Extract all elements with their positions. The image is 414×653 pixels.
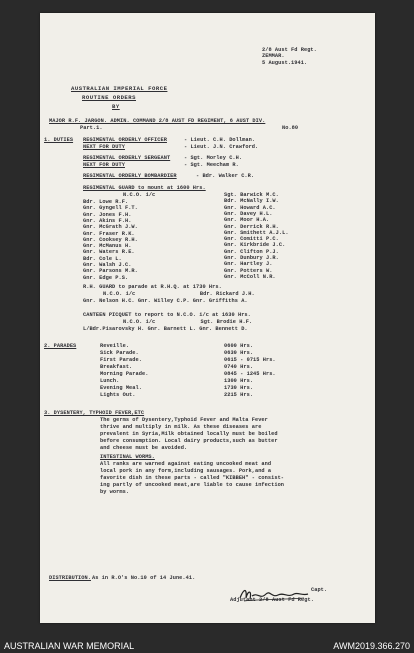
guard-member: Gnr. Hartley J. [224, 261, 273, 268]
distribution-text: As in R.O's No.10 of 14 June.41. [92, 575, 196, 581]
unit-name: 2/8 Aust Fd Regt. [262, 47, 317, 53]
guard-member: Gnr. Clifton P.J. [224, 248, 279, 255]
duty-value: - Sgt. Morley C.H. [184, 155, 243, 161]
parade-time: 1300 Hrs. [224, 378, 254, 384]
guard-member: Gnr. Waters R.E. [83, 249, 135, 256]
parade-time: 0600 Hrs. [224, 343, 254, 349]
guard-member: Gnr. Howard A.C. [224, 204, 276, 211]
dysentery-line: The germs of Dysentery,Typhoid Fever and Malta Fever [100, 417, 268, 423]
guard-member: Gnr. Jones F.H. [83, 211, 132, 218]
guard-member: Gnr. McColl N.R. [224, 273, 276, 280]
guard-member: Gnr. McGrath J.W. [83, 224, 138, 231]
footer-accession-number: AWM2019.366.270 [333, 641, 410, 651]
duty-label: REGIMENTAL ORDERLY BOMBARDIER [83, 173, 177, 179]
worms-line: All ranks are warned against eating uncooked meat and [100, 461, 272, 467]
duty-value: - Lieut. C.H. Dollman. [184, 137, 256, 143]
guard-heading: REGIMENTAL GUARD to mount at 1600 Hrs. [83, 185, 206, 191]
canteen-members: L/Bdr.Pisarovsky H. Gnr. Barnett L. Gnr. Bennett D. [83, 326, 248, 332]
guard-member: Gnr. Dunbury J.R. [224, 255, 279, 261]
parade-label: Breakfast. [100, 364, 133, 370]
rhq-guard-heading: R.H. GUARD to parade at R.H.Q. at 1730 Hrs. [83, 284, 222, 290]
parade-label: Lunch. [100, 378, 120, 384]
signature-title: Adjutant 2/8 Aust Fd Regt. [230, 597, 314, 603]
rhq-guard-nco-line: N.C.O. i/c Bdr. Rickard J.H. [103, 291, 255, 297]
parade-time: 0630 Hrs. [224, 350, 254, 356]
footer-source: AUSTRALIAN WAR MEMORIAL [4, 641, 135, 651]
guard-member: Gnr. McManus H. [83, 243, 132, 250]
document-date: 5 August.1941. [262, 60, 308, 66]
canteen-nco-line: N.C.O. i/c Sgt. Brodie H.F. [123, 319, 253, 325]
footer-bar [0, 639, 414, 653]
document-page [40, 13, 375, 623]
dysentery-line: and cheese must be avoided. [100, 445, 188, 451]
part-number: Part.1. [80, 125, 103, 131]
distribution-label: DISTRIBUTION. [49, 575, 91, 581]
parade-label: Evening Meal. [100, 385, 142, 391]
duty-label: REGIMENTAL ORDERLY OFFICER [83, 137, 167, 143]
duty-label: REGIMENTAL ORDERLY SERGEANT [83, 155, 171, 161]
duty-value: - Sgt. Meecham R. [184, 162, 239, 168]
guard-member: Gnr. Edge P.S. [83, 274, 129, 281]
parade-label: Sick Parade. [100, 350, 139, 356]
dysentery-line: before consumption. Local dairy products,such as butter [100, 438, 278, 444]
rhq-guard-members: Gnr. Nelson H.C. Gnr. Willey C.P. Gnr. Griffiths A. [83, 298, 248, 304]
parade-time: 2215 Hrs. [224, 392, 254, 398]
dysentery-line: prevalent in Syria,Milk obtained locally must be boiled [100, 431, 278, 437]
title-line-3: BY [112, 103, 120, 110]
parade-label: Morning Parade. [100, 371, 149, 377]
order-number: No.80 [282, 125, 299, 131]
guard-member: Gnr. Comitti P.C. [224, 236, 279, 243]
worms-line: favorite dish in these parts - called "KIBBEH" - consist- [100, 475, 285, 481]
parade-time: 0615 - 0715 Hrs. [224, 357, 276, 363]
canteen-picquet-heading: CANTEEN PICQUET to report to N.C.O. i/c at 1630 Hrs. [83, 312, 251, 318]
duty-label: NEXT FOR DUTY [83, 144, 125, 150]
worms-line: local pork in any form,including sausages. Pork,and a [100, 468, 272, 474]
guard-member: Gnr. Gyngell F.T. [83, 205, 138, 212]
parade-label: First Parade. [100, 357, 142, 363]
worms-heading: INTESTINAL WORMS. [100, 454, 155, 460]
guard-member: Gnr. Derrick R.H. [224, 223, 279, 230]
guard-member: Gnr. Fraser R.K. [83, 230, 135, 237]
parade-time: 0740 Hrs. [224, 364, 254, 370]
parade-time: 1730 Hrs. [224, 385, 254, 391]
guard-member: Gnr. Potters W. [224, 267, 273, 274]
guard-member: Gnr. Akins F.H. [83, 217, 132, 224]
worms-line: ing partly of uncooked meat,are liable to cause infection [100, 482, 285, 488]
section-duties-heading: 1. DUTIES [44, 137, 74, 143]
worms-line: by worms. [100, 489, 130, 495]
parade-label: Lights Out. [100, 392, 136, 398]
place-name: ZEMMAR. [262, 53, 285, 59]
title-line-1: AUSTRALIAN IMPERIAL FORCE [71, 85, 168, 92]
guard-member: Gnr. Cooksey R.H. [83, 236, 138, 243]
duty-value: - Bdr. Walker C.R. [196, 173, 255, 179]
duty-label: NEXT FOR DUTY [83, 162, 125, 168]
guard-member: Gnr. Parsons M.R. [83, 268, 138, 275]
section-dysentery-heading: 3. DYSENTERY, TYPHOID FEVER,ETC [44, 410, 145, 416]
guard-nco-heading: N.C.O. i/c [123, 192, 156, 198]
guard-member: Gnr. Davey H.L. [224, 210, 273, 217]
guard-member: Bdr. McNally I.W. [224, 198, 279, 205]
duty-value: - Lieut. J.N. Crawford. [184, 144, 259, 150]
commander-line: MAJOR R.F. JARGON. ADMIN. COMMAND 2/8 AUST FD REGIMENT, 6 AUST DIV. [49, 118, 266, 124]
guard-member: Bdr. Lowe R.F. [83, 199, 129, 205]
section-parades-heading: 2. PARADES [44, 343, 77, 349]
guard-member: Bdr. Cole L. [83, 255, 122, 262]
parade-time: 0845 - 1245 Hrs. [224, 371, 276, 377]
guard-member: Sgt. Barwick M.C. [224, 192, 279, 198]
signature-rank: Capt. [311, 587, 328, 593]
parade-label: Reveille. [100, 343, 130, 349]
guard-member: Gnr. Moor H.A. [224, 217, 270, 224]
dysentery-line: thrive and multiply in milk. As these diseases are [100, 424, 262, 430]
guard-member: Gnr. Walsh J.C. [83, 262, 132, 268]
guard-member: Gnr. Smithett A.J.L. [224, 229, 289, 236]
guard-member: Gnr. Kirkbride J.C. [224, 242, 286, 249]
title-line-2: ROUTINE ORDERS [82, 94, 136, 101]
